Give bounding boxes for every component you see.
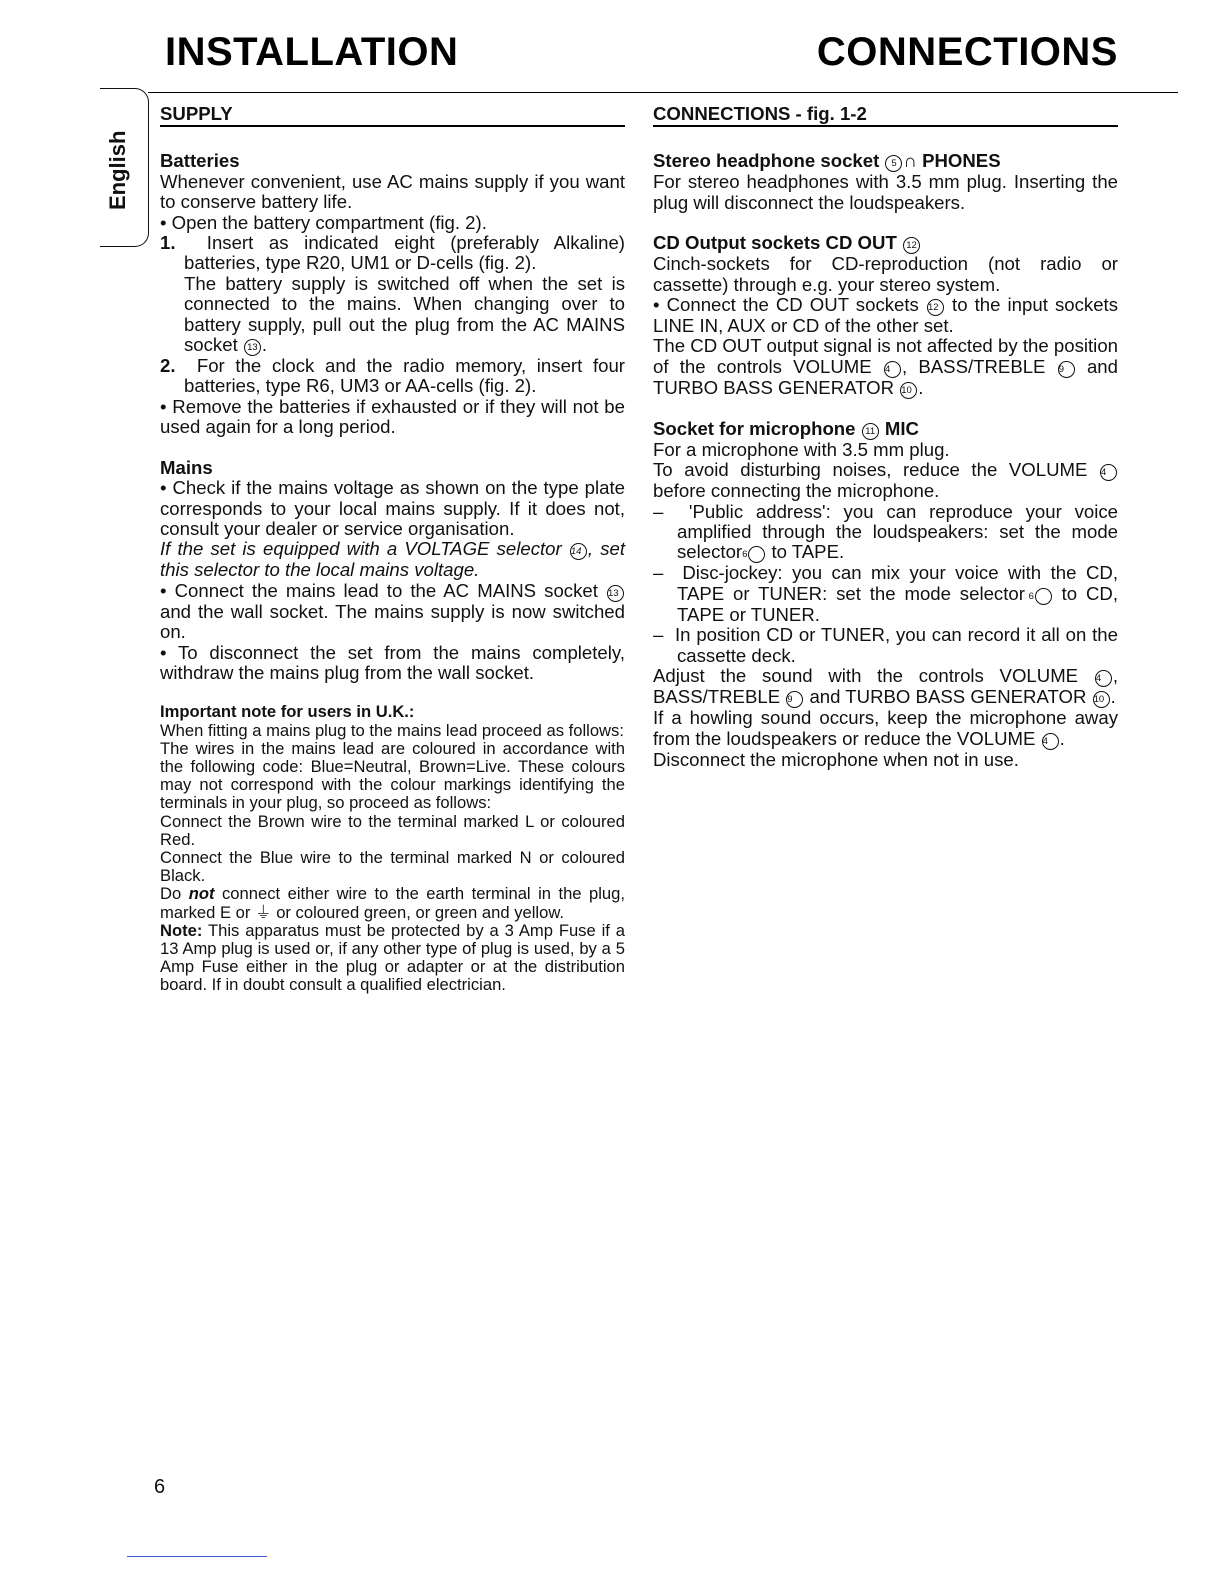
cd-output-text-2: The CD OUT output signal is not affected by the position of the controls VOLUME 4 , BASS/TREBLE 9 and TURBO BASS GENERATOR 10 .: [653, 335, 1118, 398]
cd-text2-c: and TURBO BASS GENERATOR: [653, 355, 1118, 398]
mic-dash-3: – In position CD or TUNER, you can record it all on the cassette deck.: [653, 624, 1118, 666]
uk-note-text: This apparatus must be protected by a 3 Amp Fuse if a 13 Amp plug is used or, if any other type of plug is used, by a 5 Amp Fuse either in the plug or adapter or at the distribution board. If in doubt consult a qualified electrician.: [160, 920, 625, 995]
bottom-underline: [127, 1556, 267, 1557]
page-title-installation: INSTALLATION: [165, 30, 459, 74]
mic-adjust-c: and TURBO BASS GENERATOR: [809, 686, 1087, 708]
connections-heading: CONNECTIONS - fig. 1-2: [653, 104, 1118, 127]
uk-note-heading: Important note for users in U.K.:: [160, 702, 415, 722]
cd-bullet-text-2: to the input sockets LINE IN, AUX or CD of the other set.: [653, 294, 1118, 337]
headphone-icon: ∩: [903, 150, 917, 172]
page-title-connections: CONNECTIONS: [816, 30, 1118, 74]
mic-heading: [653, 419, 1118, 440]
ref-14-icon: 14: [570, 543, 587, 560]
mains-heading: Mains: [160, 456, 213, 478]
ref-6b-icon: 6: [1035, 588, 1052, 605]
mic-text2-b: before connecting the microphone.: [653, 480, 940, 502]
batteries-heading: Batteries: [160, 150, 240, 172]
mic-text-1: For a microphone with 3.5 mm plug.: [653, 438, 950, 460]
mic-adjust: Adjust the sound with the controls VOLUME 4 , BASS/TREBLE 9 and TURBO BASS GENERATOR 10 .: [653, 665, 1118, 708]
mic-howl: If a howling sound occurs, keep the microphone away from the loudspeakers or reduce the VOLUME 4 .: [653, 707, 1118, 749]
headphone-title-phones: PHONES: [922, 150, 1001, 172]
ref-11-icon: 11: [862, 423, 879, 440]
headphone-heading: [653, 151, 1118, 172]
ref-13-icon: 13: [244, 339, 261, 356]
uk-note: [160, 922, 625, 995]
uk-paragraph-4: Connect the Blue wire to the terminal marked N or coloured Black.: [160, 847, 625, 886]
header-rule: [148, 92, 1178, 93]
mic-dash1-text-b: to TAPE.: [771, 541, 845, 563]
mic-dash1-text: 'Public address': you can reproduce your voice amplified through the loudspeakers: set the mode selector: [677, 500, 1118, 563]
mic-adjust-a: Adjust the sound with the controls VOLUME: [653, 665, 1079, 687]
ref-6-icon: 6: [748, 546, 765, 563]
mic-title-text: Socket for microphone: [653, 417, 856, 439]
mains-connect: [160, 581, 625, 643]
batteries-intro: Whenever convenient, use AC mains supply if you want to conserve battery life.: [160, 170, 625, 213]
mic-dash2-text: Disc-jockey: you can mix your voice with the CD, TAPE or TUNER: set the mode selector: [677, 562, 1118, 604]
mic-text-2: [653, 460, 1118, 501]
headphone-text: For stereo headphones with 3.5 mm plug. Inserting the plug will disconnect the loudspeakers.: [653, 171, 1118, 213]
mic-text2-a: To avoid disturbing noises, reduce the VOLUME: [653, 459, 1088, 481]
ref-5-icon: 5: [885, 155, 902, 172]
step-1-number: 1.: [160, 232, 176, 254]
step-1-detail: The battery supply is switched off when the set is connected to the mains. When changing over to battery supply, pull out the plug from the AC MAINS socket 13 .: [184, 272, 625, 356]
ref-4-icon: 4: [884, 361, 901, 378]
step-1-text: Insert as indicated eight (preferably Alkaline) batteries, type R20, UM1 or D-cells (fig. 2).: [184, 232, 625, 274]
step-2-text: For the clock and the radio memory, insert four batteries, type R6, UM3 or AA-cells (fig. 2).: [184, 355, 625, 397]
cd-output-text-1: Cinch-sockets for CD-reproduction (not radio or cassette) through e.g. your stereo system.: [653, 253, 1118, 295]
mains-check: • Check if the mains voltage as shown on the type plate corresponds to your local mains supply. If it does not, consult your dealer or service organisation.: [160, 477, 625, 539]
uk-paragraph-5: [160, 885, 625, 921]
mic-howl-text: If a howling sound occurs, keep the microphone away from the loudspeakers or reduce the VOLUME: [653, 707, 1118, 749]
page-number: 6: [154, 1476, 166, 1498]
cd-text2-a: The CD OUT output signal is not affected by the position of the controls VOLUME: [653, 335, 1118, 377]
cd-bullet-text: • Connect the CD OUT sockets: [653, 294, 919, 316]
cd-output-heading: [653, 233, 1118, 254]
ref-4b-icon: 4: [1100, 464, 1117, 481]
bullet-open-compartment: • Open the battery compartment (fig. 2).: [160, 211, 487, 233]
mains-disconnect: • To disconnect the set from the mains completely, withdraw the mains plug from the wall socket.: [160, 641, 625, 683]
ref-10b-icon: 10: [1093, 691, 1110, 708]
mic-title-mic: MIC: [884, 417, 919, 439]
uk-paragraph-2: The wires in the mains lead are coloured in accordance with the following code: Blue=Neutral, Brown=Live. These colours may not correspond with the colour markings identifying the terminals in your plug, so proceed as follows:: [160, 738, 625, 813]
mains-voltage-text-2: set this selector to the local mains voltage.: [160, 538, 625, 581]
mic-dash-2: – Disc-jockey: you can mix your voice with the CD, TAPE or TUNER: set the mode selector 6 to CD, TAPE or TUNER.: [653, 562, 1118, 625]
mains-voltage-selector: If the set is equipped with a VOLTAGE selector 14 , set this selector to the local mains voltage.: [160, 538, 625, 581]
uk-paragraph-3: Connect the Brown wire to the terminal marked L or coloured Red.: [160, 811, 625, 849]
ref-12-icon: 12: [903, 237, 920, 254]
ref-4d-icon: 4: [1042, 733, 1059, 750]
step-1: [160, 233, 625, 274]
supply-heading: SUPPLY: [160, 104, 625, 127]
step-2: [160, 356, 625, 397]
mic-dash3-text: In position CD or TUNER, you can record it all on the cassette deck.: [675, 624, 1118, 666]
left-column: [160, 104, 625, 995]
mains-connect-text-2: and the wall socket. The mains supply is now switched on.: [160, 600, 625, 643]
bullet-remove-batteries: • Remove the batteries if exhausted or if they will not be used again for a long period.: [160, 395, 625, 438]
cd-output-title-text: CD Output sockets CD OUT: [653, 232, 897, 254]
uk-paragraph-1: When fitting a mains plug to the mains lead proceed as follows:: [160, 720, 624, 740]
mic-dash2-text-b: to CD, TAPE or TUNER.: [677, 582, 1118, 625]
uk-rest-text: connect either wire to the earth terminal in the plug, marked E or ⏚ or coloured green, or green and yellow.: [160, 884, 625, 922]
ref-4c-icon: 4: [1095, 670, 1112, 687]
uk-not-text: not: [188, 884, 215, 904]
ref-10-icon: 10: [900, 382, 917, 399]
headphone-title-text: Stereo headphone socket: [653, 150, 880, 172]
ref-9b-icon: 9: [786, 691, 803, 708]
mains-connect-text: • Connect the mains lead to the AC MAINS socket: [160, 579, 598, 601]
step-1-detail-text: The battery supply is switched off when the set is connected to the mains. When changing over to battery supply, pull out the plug from the AC MAINS socket: [184, 272, 625, 356]
language-tab-label: English: [105, 130, 130, 210]
mains-voltage-text: If the set is equipped with a VOLTAGE selector: [160, 538, 562, 560]
ref-13b-icon: 13: [607, 585, 624, 602]
cd-output-bullet: [653, 295, 1118, 336]
step-2-number: 2.: [160, 355, 176, 377]
mic-adjust-b: , BASS/TREBLE: [653, 665, 1118, 708]
ref-9-icon: 9: [1058, 361, 1075, 378]
ref-12b-icon: 12: [927, 299, 944, 316]
mic-dash-1: – 'Public address': you can reproduce your voice amplified through the loudspeakers: set the mode selector 6 to TAPE.: [653, 500, 1118, 563]
cd-text2-b: , BASS/TREBLE: [901, 355, 1046, 377]
right-column: [653, 104, 1118, 770]
uk-do-text: Do: [160, 884, 182, 904]
mic-disconnect: Disconnect the microphone when not in use.: [653, 748, 1019, 770]
uk-note-label: Note:: [160, 920, 203, 940]
